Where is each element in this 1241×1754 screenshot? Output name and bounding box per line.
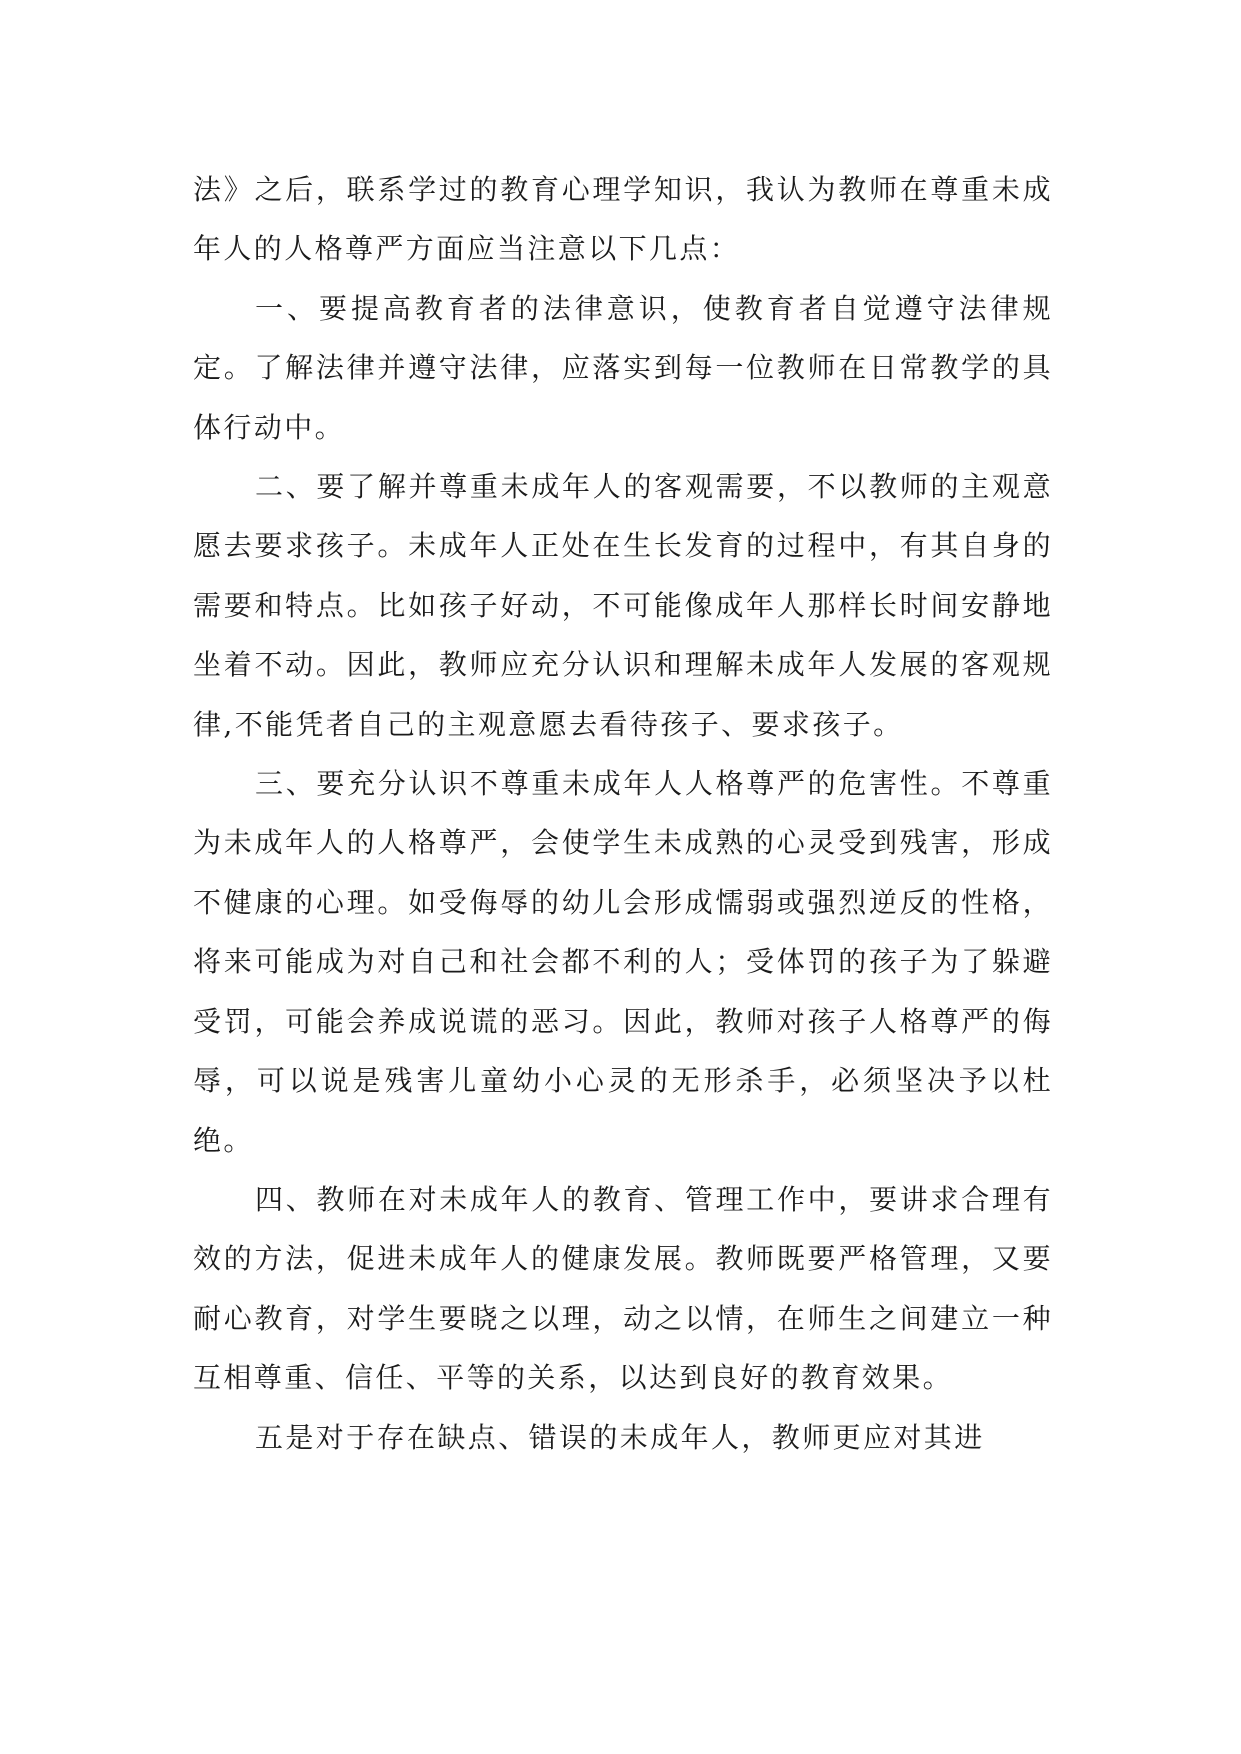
paragraph-point-four: 四、教师在对未成年人的教育、管理工作中，要讲求合理有效的方法，促进未成年人的健康发展。教师既要严格管理，又要耐心教育，对学生要晓之以理，动之以情，在师生之间建立一种互相尊重、信任、平等的关系，以达到良好的教育效果。: [193, 1182, 1053, 1395]
document-body: [193, 160, 1053, 1467]
paragraph-intro-continuation: 法》之后，联系学过的教育心理学知识，我认为教师在尊重未成年人的人格尊严方面应当注意以下几点：: [193, 173, 1053, 266]
paragraph-point-three: 三、要充分认识不尊重未成年人人格尊严的危害性。不尊重为未成年人的人格尊严，会使学生未成熟的心灵受到残害，形成不健康的心理。如受侮辱的幼儿会形成懦弱或强烈逆反的性格，将来可能成为对自己和社会都不利的人；受体罚的孩子为了躲避受罚，可能会养成说谎的恶习。因此，教师对孩子人格尊严的侮辱，可以说是残害儿童幼小心灵的无形杀手，必须坚决予以杜绝。: [193, 767, 1053, 1157]
paragraph-point-two: 二、要了解并尊重未成年人的客观需要，不以教师的主观意愿去要求孩子。未成年人正处在生长发育的过程中，有其自身的需要和特点。比如孩子好动，不可能像成年人那样长时间安静地坐着不动。因此，教师应充分认识和理解未成年人发展的客观规律,不能凭者自己的主观意愿去看待孩子、要求孩子。: [193, 470, 1053, 741]
paragraph-point-five: 五是对于存在缺点、错误的未成年人，教师更应对其进: [255, 1420, 985, 1454]
paragraph-point-one: 一、要提高教育者的法律意识，使教育者自觉遵守法律规定。了解法律并遵守法律，应落实到每一位教师在日常教学的具体行动中。: [193, 291, 1053, 444]
